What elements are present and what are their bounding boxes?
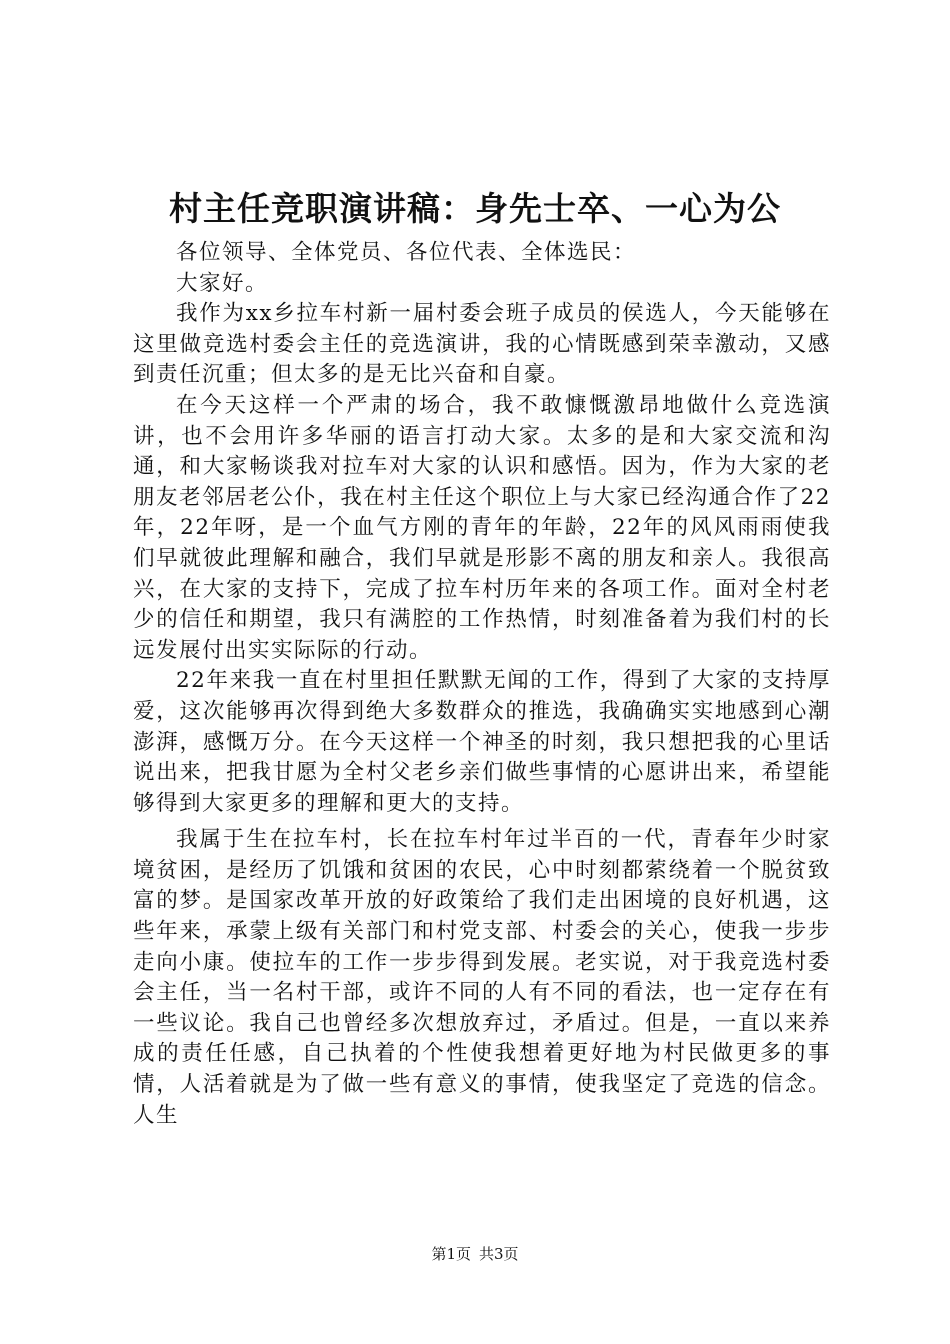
page-number: 第1页 xyxy=(431,1245,471,1263)
page-footer xyxy=(0,1244,950,1264)
page-total: 共3页 xyxy=(479,1245,519,1263)
document-body xyxy=(133,238,831,1131)
greeting: 大家好。 xyxy=(176,270,269,296)
salutation: 各位领导、全体党员、各位代表、全体选民： xyxy=(176,240,637,265)
document-title: 村主任竞职演讲稿：身先士卒、一心为公 xyxy=(169,189,781,228)
paragraph: 我作为xx乡拉车村新一届村委会班子成员的侯选人，今天能够在这里做竞选村委会主任的竞选演讲，我的心情既感到荣幸激动，又感到责任沉重；但太多的是无比兴奋和自豪。 xyxy=(133,301,831,388)
paragraph: 我属于生在拉车村，长在拉车村年过半百的一代，青春年少时家境贫困，是经历了饥饿和贫困的农民，心中时刻都萦绕着一个脱贫致富的梦。是国家改革开放的好政策给了我们走出困境的良好机遇，这些年来，承蒙上级有关部门和村党支部、村委会的关心，使我一步步走向小康。使拉车的工作一步步得到发展。老实说，对于我竞选村委会主任，当一名村干部，或许不同的人有不同的看法，也一定存在有一些议论。我自己也曾经多次想放弃过，矛盾过。但是，一直以来养成的责任任感，自己执着的个性使我想着更好地为村民做更多的事情，人活着就是为了做一些有意义的事情，使我坚定了竞选的信念。人生 xyxy=(133,827,831,1128)
paragraph: 22年来我一直在村里担任默默无闻的工作，得到了大家的支持厚爱，这次能够再次得到绝大多数群众的推选，我确确实实地感到心潮澎湃，感慨万分。在今天这样一个神圣的时刻，我只想把我的心里话说出来，把我甘愿为全村父老乡亲们做些事情的心愿讲出来，希望能够得到大家更多的理解和更大的支持。 xyxy=(133,668,831,816)
paragraph: 在今天这样一个严肃的场合，我不敢慷慨激昂地做什么竞选演讲，也不会用许多华丽的语言打动大家。太多的是和大家交流和沟通，和大家畅谈我对拉车对大家的认识和感悟。因为，作为大家的老朋友老邻居老公仆，我在村主任这个职位上与大家已经沟通合作了22年，22年呀，是一个血气方刚的青年的年龄，22年的风风雨雨使我们早就彼此理解和融合，我们早就是形影不离的朋友和亲人。我很高兴，在大家的支持下，完成了拉车村历年来的各项工作。面对全村老少的信任和期望，我只有满腔的工作热情，时刻准备着为我们村的长远发展付出实实际际的行动。 xyxy=(133,392,831,663)
